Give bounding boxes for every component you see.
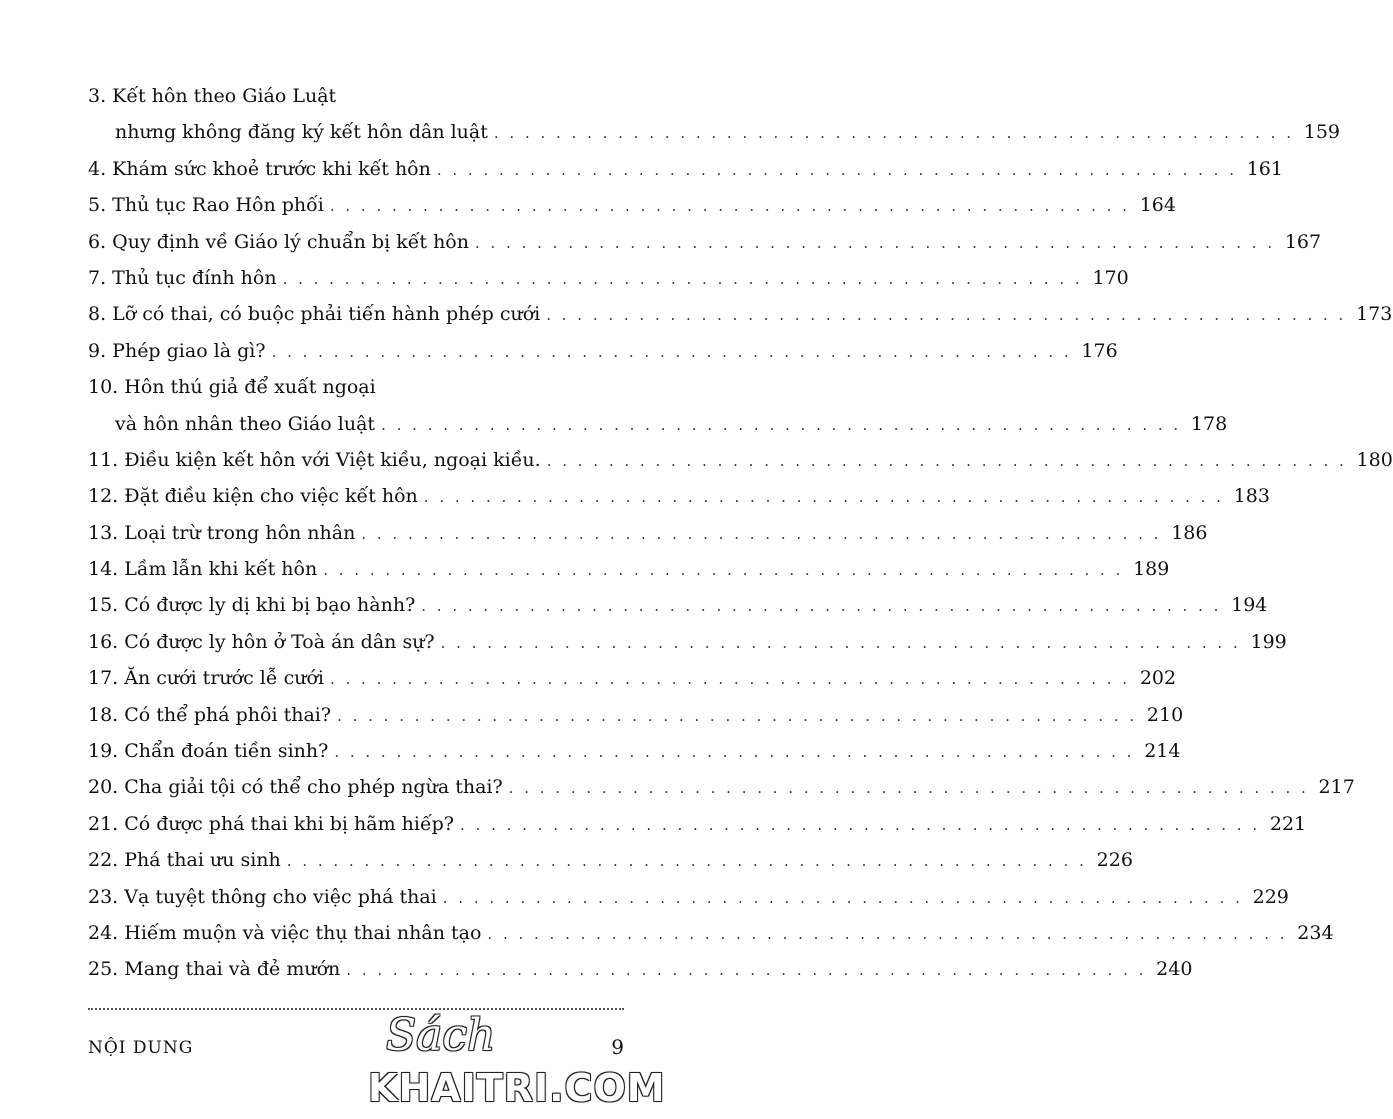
toc-entry-line (88, 296, 1393, 332)
toc-page-number: 178 (1190, 412, 1228, 435)
toc-entry-title: 16. Có được ly hôn ở Toà án dân sự? (88, 630, 435, 653)
toc-entry (88, 260, 1129, 296)
toc-entry-title: 5. Thủ tục Rao Hôn phối (88, 194, 324, 217)
toc-leader-dots: . . . . . . . . . . . . . . . . . . . . . . . . . . . . . . . . . . . . . . . . . . . . . . . . . . . . (440, 633, 1241, 652)
toc-entry (88, 296, 1393, 332)
toc-entry-title: 3. Kết hôn theo Giáo Luật (88, 85, 337, 107)
toc-entry (88, 842, 1133, 878)
toc-entry-line (88, 224, 1322, 260)
watermark-logo (368, 1010, 698, 1115)
toc-page-number: 170 (1092, 266, 1129, 289)
toc-entry-line (88, 587, 1268, 623)
toc-entry-line (88, 151, 1283, 187)
toc-page-number: 202 (1139, 667, 1177, 690)
toc-entry (88, 624, 1287, 660)
toc-entry (88, 442, 1393, 478)
toc-entry (88, 224, 1322, 260)
toc-leader-dots: . . . . . . . . . . . . . . . . . . . . . . . . . . . . . . . . . . . . . . . . . . . . . . . . . . . . (421, 597, 1222, 616)
page-number: 9 (611, 1035, 624, 1059)
toc-page-number: 210 (1146, 703, 1184, 726)
toc-entry (88, 515, 1208, 551)
toc-leader-dots: . . . . . . . . . . . . . . . . . . . . . . . . . . . . . . . . . . . . . . . . . . . . . . . . . . . . (323, 561, 1124, 580)
toc-entry-title: 12. Đặt điều kiện cho việc kết hôn (88, 485, 418, 508)
toc-entry (88, 151, 1283, 187)
toc-entry-line (88, 551, 1170, 587)
toc-entry (88, 915, 1334, 951)
toc-leader-dots: . . . . . . . . . . . . . . . . . . . . . . . . . . . . . . . . . . . . . . . . . . . . . . . . . . . . (460, 815, 1261, 834)
toc-entry-line (88, 406, 1228, 442)
toc-leader-dots: . . . . . . . . . . . . . . . . . . . . . . . . . . . . . . . . . . . . . . . . . . . . . . . . . . . . (493, 124, 1294, 143)
toc-entry-line (88, 660, 1177, 696)
toc-leader-dots: . . . . . . . . . . . . . . . . . . . . . . . . . . . . . . . . . . . . . . . . . . . . . . . . . . . . (474, 233, 1276, 252)
toc-entry (88, 697, 1184, 733)
toc-entry-line (88, 769, 1355, 805)
toc-leader-dots: . . . . . . . . . . . . . . . . . . . . . . . . . . . . . . . . . . . . . . . . . . . . . . . . . . . . (329, 670, 1131, 689)
toc-entry (88, 187, 1176, 223)
toc-entry-line (88, 697, 1184, 733)
watermark-script-text: Sách (386, 1010, 496, 1061)
toc-entry-title: 23. Vạ tuyệt thông cho việc phá thai (88, 885, 437, 908)
toc-entry-line (88, 260, 1129, 296)
toc-leader-dots: . . . . . . . . . . . . . . . . . . . . . . . . . . . . . . . . . . . . . . . . . . . . . . . . . . . . (546, 306, 1347, 325)
toc-page-number: 189 (1133, 558, 1170, 581)
toc-entry (88, 369, 1228, 442)
toc-entry-line (88, 114, 1340, 150)
toc-leader-dots: . . . . . . . . . . . . . . . . . . . . . . . . . . . . . . . . . . . . . . . . . . . . . . . . . . . . (487, 924, 1288, 943)
toc-leader-dots: . . . . . . . . . . . . . . . . . . . . . . . . . . . . . . . . . . . . . . . . . . . . . . . . . . . . (436, 160, 1237, 179)
toc-page-number: 186 (1171, 521, 1208, 544)
watermark-brand-text: KHAITRI.COM (368, 1066, 666, 1110)
toc-entry-title: 14. Lầm lẫn khi kết hôn (88, 558, 318, 581)
toc-entry (88, 733, 1181, 769)
toc-entry-title: 20. Cha giải tội có thể cho phép ngừa thai? (88, 776, 503, 799)
toc-entry-title: 9. Phép giao là gì? (88, 339, 266, 362)
toc-entry (88, 333, 1118, 369)
toc-leader-dots: . . . . . . . . . . . . . . . . . . . . . . . . . . . . . . . . . . . . . . . . . . . . . . . . . . . . (329, 197, 1130, 216)
toc-entry (88, 478, 1270, 514)
toc-entry-line (88, 951, 1193, 987)
toc-leader-dots: . . . . . . . . . . . . . . . . . . . . . . . . . . . . . . . . . . . . . . . . . . . . . . . . . . . . (361, 524, 1162, 543)
toc-entry-title: 11. Điều kiện kết hôn với Việt kiều, ngoại kiều. (88, 448, 541, 471)
toc-leader-dots: . . . . . . . . . . . . . . . . . . . . . . . . . . . . . . . . . . . . . . . . . . . . . . . . . . . . (442, 888, 1243, 907)
toc-entry (88, 951, 1193, 987)
toc-entry-title: 24. Hiếm muộn và việc thụ thai nhân tạo (88, 921, 482, 944)
toc-entry-title: 13. Loại trừ trong hôn nhân (88, 521, 356, 544)
toc-entry-title: 21. Có được phá thai khi bị hãm hiếp? (88, 812, 454, 835)
toc-leader-dots: . . . . . . . . . . . . . . . . . . . . . . . . . . . . . . . . . . . . . . . . . . . . . . . . . . . . (381, 415, 1182, 434)
toc-entry-line (88, 624, 1287, 660)
toc-entry-title: 7. Thủ tục đính hôn (88, 266, 277, 289)
toc-page-number: 161 (1246, 157, 1283, 180)
toc-entry-title: 4. Khám sức khoẻ trước khi kết hôn (88, 157, 431, 180)
toc-entry-title: 18. Có thể phá phôi thai? (88, 703, 332, 726)
toc-page-number: 194 (1231, 594, 1268, 617)
toc-entry-line (88, 515, 1208, 551)
toc-page-number: 173 (1356, 303, 1393, 326)
toc-entry-line (88, 879, 1289, 915)
toc-leader-dots: . . . . . . . . . . . . . . . . . . . . . . . . . . . . . . . . . . . . . . . . . . . . . . . . . . . . (334, 743, 1135, 762)
running-footer-title: NỘI DUNG (88, 1038, 194, 1058)
toc-page-number: 167 (1284, 230, 1322, 253)
toc-entry-line (88, 478, 1270, 514)
toc-leader-dots: . . . . . . . . . . . . . . . . . . . . . . . . . . . . . . . . . . . . . . . . . . . . . . . . . . . . (546, 451, 1347, 470)
toc-leader-dots: . . . . . . . . . . . . . . . . . . . . . . . . . . . . . . . . . . . . . . . . . . . . . . . . . . . . (508, 779, 1309, 798)
table-of-contents (88, 78, 1393, 988)
toc-entry-title: 10. Hôn thú giả để xuất ngoại (88, 376, 376, 399)
toc-leader-dots: . . . . . . . . . . . . . . . . . . . . . . . . . . . . . . . . . . . . . . . . . . . . . . . . . . . . (286, 852, 1087, 871)
toc-leader-dots: . . . . . . . . . . . . . . . . . . . . . . . . . . . . . . . . . . . . . . . . . . . . . . . . . . . . (271, 342, 1072, 361)
toc-page-number: 159 (1303, 121, 1340, 144)
toc-entry-line (88, 333, 1118, 369)
toc-entry-line (88, 733, 1181, 769)
toc-entry (88, 78, 1340, 151)
toc-page-number: 229 (1252, 885, 1289, 908)
toc-entry (88, 587, 1268, 623)
toc-leader-dots: . . . . . . . . . . . . . . . . . . . . . . . . . . . . . . . . . . . . . . . . . . . . . . . . . . . . (346, 961, 1147, 980)
toc-page-number: 240 (1156, 958, 1193, 981)
toc-leader-dots: . . . . . . . . . . . . . . . . . . . . . . . . . . . . . . . . . . . . . . . . . . . . . . . . . . . . (282, 269, 1083, 288)
toc-leader-dots: . . . . . . . . . . . . . . . . . . . . . . . . . . . . . . . . . . . . . . . . . . . . . . . . . . . . (337, 706, 1138, 725)
toc-page-number: 221 (1269, 812, 1307, 835)
toc-entry-line (88, 915, 1334, 951)
toc-entry (88, 660, 1177, 696)
toc-entry-title: 17. Ăn cưới trước lễ cưới (88, 667, 324, 690)
toc-entry-line (88, 442, 1393, 478)
toc-page-number: 234 (1297, 921, 1334, 944)
toc-entry (88, 551, 1170, 587)
toc-entry-title: 8. Lỡ có thai, có buộc phải tiến hành phép cưới (88, 303, 541, 326)
toc-entry-title: và hôn nhân theo Giáo luật (115, 412, 376, 435)
toc-page-number: 214 (1144, 740, 1181, 763)
toc-entry (88, 806, 1307, 842)
toc-page-number: 217 (1318, 776, 1355, 799)
toc-entry-title: nhưng không đăng ký kết hôn dân luật (115, 121, 488, 144)
toc-entry-line (88, 369, 622, 405)
toc-page-number: 226 (1096, 849, 1133, 872)
toc-entry-line (88, 842, 1133, 878)
toc-entry-title: 22. Phá thai ưu sinh (88, 849, 281, 872)
toc-page-number: 180 (1356, 448, 1393, 471)
toc-entry-line (88, 78, 622, 114)
toc-entry (88, 879, 1289, 915)
toc-entry-title: 15. Có được ly dị khi bị bạo hành? (88, 594, 416, 617)
toc-page-number: 183 (1233, 485, 1270, 508)
toc-entry-line (88, 187, 1176, 223)
toc-entry-title: 6. Quy định về Giáo lý chuẩn bị kết hôn (88, 230, 469, 253)
toc-page-number: 164 (1139, 194, 1176, 217)
toc-page-number: 199 (1250, 630, 1287, 653)
toc-entry (88, 769, 1355, 805)
toc-entry-title: 25. Mang thai và đẻ mướn (88, 958, 341, 981)
toc-page-number: 176 (1081, 339, 1118, 362)
toc-entry-title: 19. Chẩn đoán tiền sinh? (88, 740, 329, 763)
toc-leader-dots: . . . . . . . . . . . . . . . . . . . . . . . . . . . . . . . . . . . . . . . . . . . . . . . . . . . . (423, 488, 1224, 507)
toc-entry-line (88, 806, 1307, 842)
